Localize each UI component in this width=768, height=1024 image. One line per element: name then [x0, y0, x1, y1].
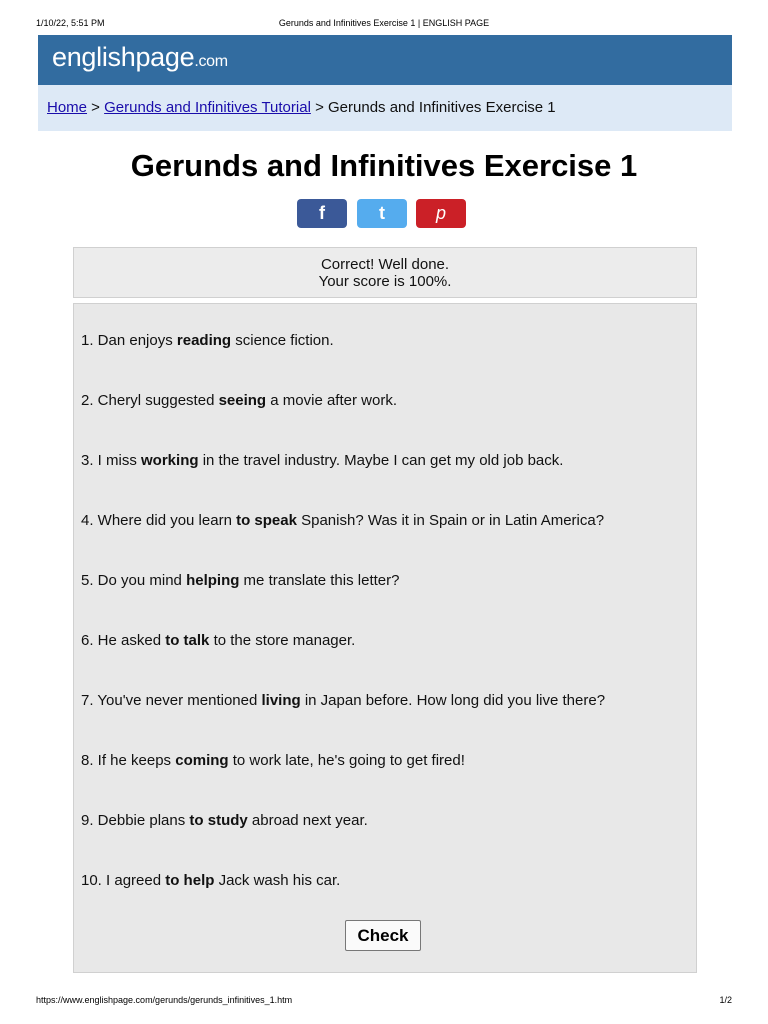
print-header	[36, 18, 732, 32]
question-item: 2. Cheryl suggested seeing a movie after work.	[81, 392, 397, 409]
brand-domain: .com	[194, 53, 228, 70]
pinterest-icon: p	[435, 203, 446, 223]
question-item: 7. You've never mentioned living in Japan before. How long did you live there?	[81, 692, 606, 709]
print-page-title: Gerunds and Infinitives Exercise 1 | ENGLISH PAGE	[278, 18, 490, 28]
answer: working	[141, 452, 199, 469]
question-item: 5. Do you mind helping me translate this letter?	[81, 572, 400, 589]
breadcrumb-home-link[interactable]: Home	[47, 99, 88, 116]
check-button[interactable]: Check	[345, 920, 421, 951]
question-item: 1. Dan enjoys reading science fiction.	[81, 332, 334, 349]
question-item: 8. If he keeps coming to work late, he's going to get fired!	[81, 752, 465, 769]
print-url: https://www.englishpage.com/gerunds/gerunds_infinitives_1.htm	[36, 995, 293, 1005]
answer: reading	[176, 332, 232, 349]
site-logo[interactable]	[52, 42, 228, 73]
facebook-icon: f	[319, 203, 325, 223]
answer: seeing	[218, 392, 267, 409]
site-header	[38, 35, 732, 85]
answer: to help	[165, 872, 215, 889]
print-datetime: 1/10/22, 5:51 PM	[36, 18, 105, 28]
question-item: 3. I miss working in the travel industry. Maybe I can get my old job back.	[81, 452, 564, 469]
pinterest-share-button[interactable]	[416, 199, 466, 228]
question-item: 6. He asked to talk to the store manager.	[81, 632, 356, 649]
answer: to speak	[236, 512, 297, 529]
question-item: 9. Debbie plans to study abroad next year.	[81, 812, 368, 829]
answer: to study	[189, 812, 248, 829]
result-line-1: Correct! Well done.	[320, 256, 450, 273]
breadcrumb-separator: >	[87, 99, 105, 116]
print-page-number: 1/2	[719, 995, 732, 1005]
twitter-icon: t	[379, 203, 385, 223]
page-title: Gerunds and Infinitives Exercise 1	[130, 148, 638, 183]
breadcrumb-current: Gerunds and Infinitives Exercise 1	[328, 99, 556, 116]
breadcrumb-tutorial-link[interactable]: Gerunds and Infinitives Tutorial	[104, 99, 311, 116]
result-score: Your score is 100%.	[318, 273, 452, 290]
twitter-share-button[interactable]	[357, 199, 407, 228]
breadcrumb-separator: >	[310, 99, 329, 116]
answer: coming	[175, 752, 229, 769]
brand-main: englishpage	[52, 42, 195, 72]
question-item: 4. Where did you learn to speak Spanish? Was it in Spain or in Latin America?	[81, 512, 605, 529]
answer: living	[261, 692, 301, 709]
facebook-share-button[interactable]	[297, 199, 347, 228]
exercise-panel	[73, 303, 697, 973]
result-message	[73, 247, 697, 298]
answer: helping	[186, 572, 240, 589]
breadcrumb	[38, 85, 732, 131]
print-footer	[36, 995, 732, 1005]
question-item: 10. I agreed to help Jack wash his car.	[81, 872, 341, 889]
answer: to talk	[165, 632, 210, 649]
